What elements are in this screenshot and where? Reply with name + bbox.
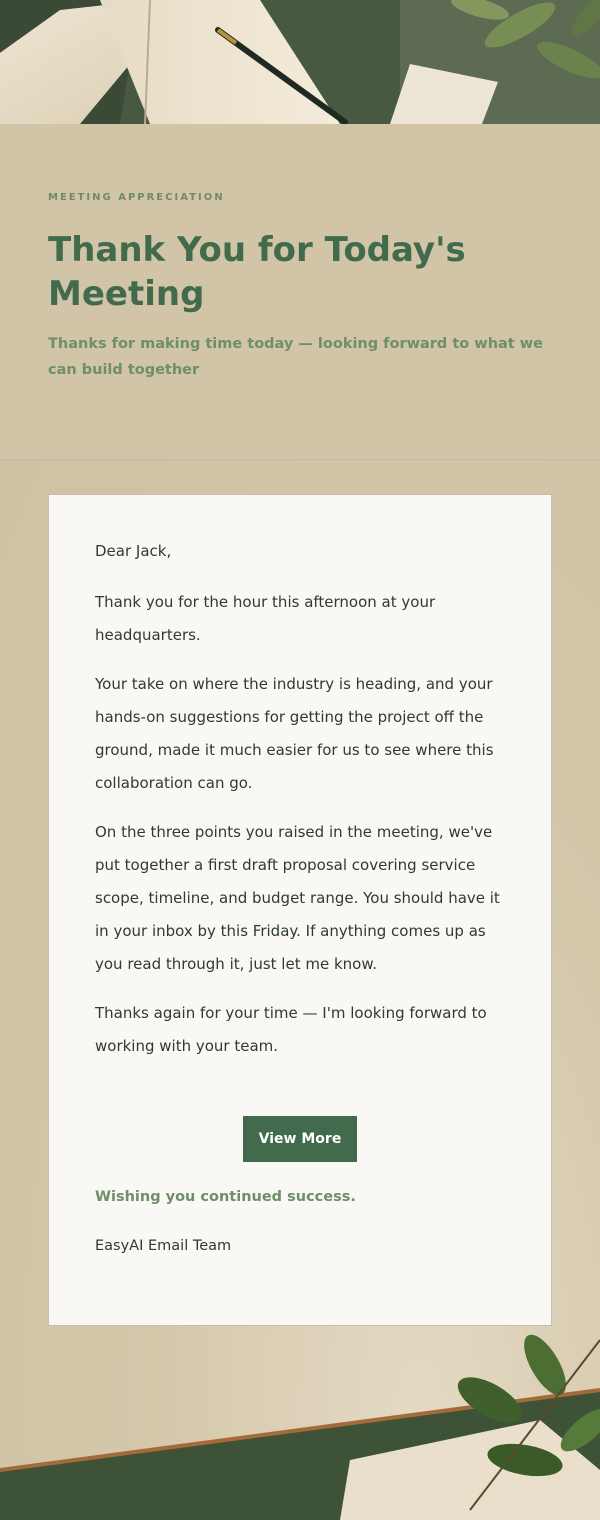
- letter-paragraph: Thanks again for your time — I'm looking forward to working with your team.: [95, 1004, 487, 1055]
- subtitle: Thanks for making time today — looking forward to what we can build together: [48, 336, 544, 378]
- letter-paragraph: On the three points you raised in the meeting, we've put together a first draft proposal covering service scope, timeline, and budget range. You should have it in your inbox by this Friday. If anything comes up as you read through it, just let me know.: [95, 823, 500, 973]
- closing-line: Wishing you continued success.: [95, 1189, 356, 1205]
- letter-paragraph: Your take on where the industry is heading, and your hands-on suggestions for getting the project off the ground, made it much easier for us to see where this collaboration can go.: [95, 675, 494, 792]
- page-title: Thank You for Today's Meeting: [48, 230, 466, 314]
- view-more-button[interactable]: View More: [243, 1116, 357, 1162]
- letter-body: [95, 535, 505, 1079]
- desk-illustration: [0, 0, 600, 124]
- letter-paragraph: Thank you for the hour this afternoon at your headquarters.: [95, 593, 436, 644]
- signature: EasyAI Email Team: [95, 1238, 232, 1254]
- hero-image: [0, 0, 600, 124]
- eyebrow-label: MEETING APPRECIATION: [48, 192, 225, 203]
- bottom-decor: [0, 1320, 600, 1520]
- header: [0, 124, 600, 460]
- letter-card: [48, 494, 552, 1326]
- greeting: Dear Jack,: [95, 542, 172, 560]
